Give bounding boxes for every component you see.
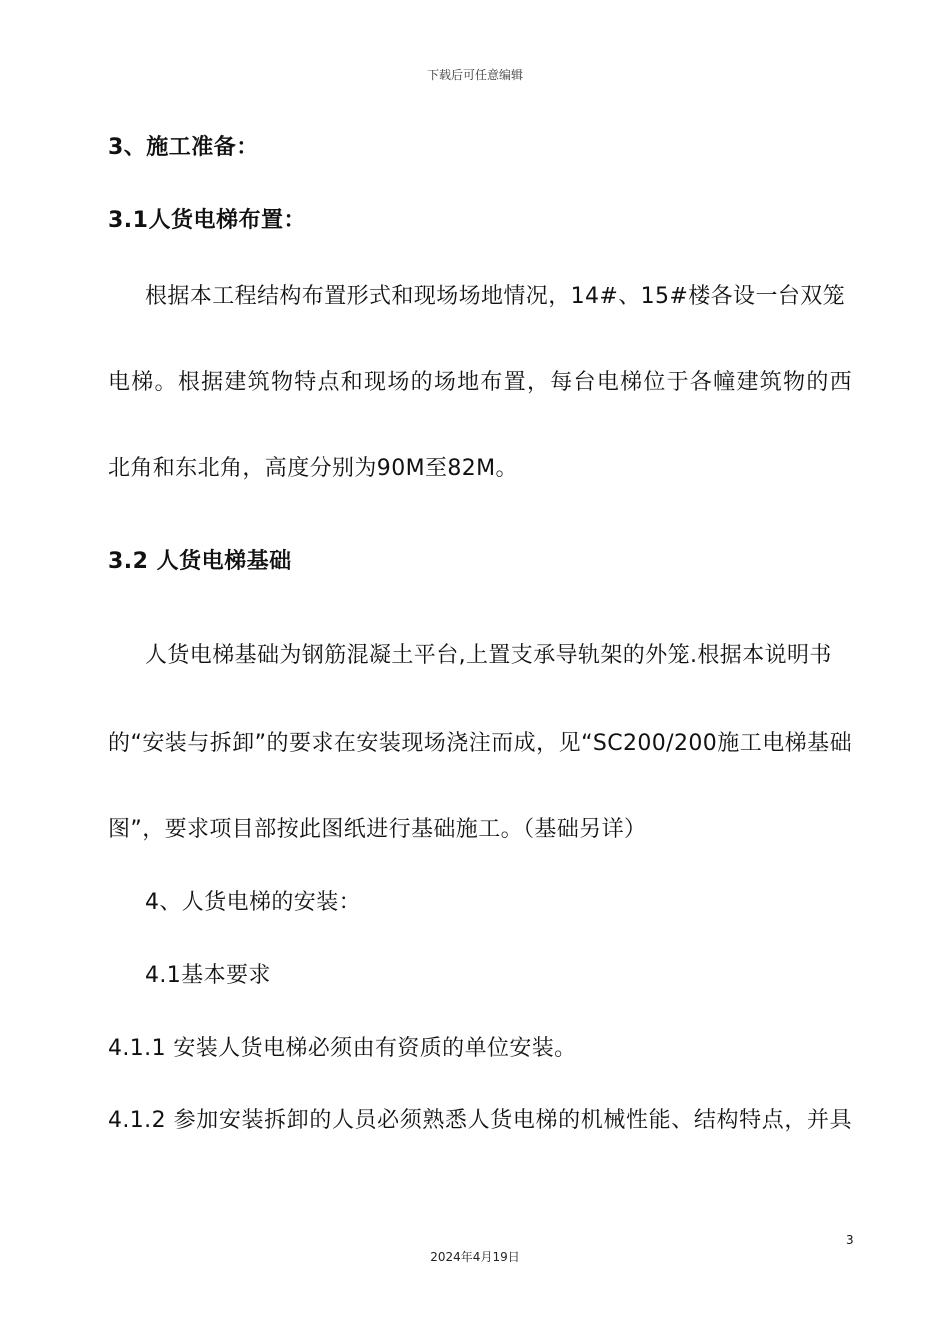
section-heading-3: 3、施工准备：	[108, 135, 259, 160]
item-4-1-2: 4.1.2 参加安装拆卸的人员必须熟悉人货电梯的机械性能、结构特点，并具	[108, 1108, 852, 1133]
page-number: 3	[846, 1233, 854, 1247]
paragraph-3-1-line-3: 北角和东北角，高度分别为90M至82M。	[108, 456, 518, 481]
paragraph-3-1-line-1: 根据本工程结构布置形式和现场场地情况，14#、15#楼各设一台双笼	[145, 284, 846, 309]
paragraph-3-2-line-3: 图”，要求项目部按此图纸进行基础施工。（基础另详）	[108, 817, 647, 842]
paragraph-3-2-line-1: 人货电梯基础为钢筋混凝土平台,上置支承导轨架的外笼.根据本说明书	[145, 643, 832, 668]
paragraph-3-2-line-2: 的“安装与拆卸”的要求在安装现场浇注而成，见“SC200/200施工电梯基础	[108, 731, 852, 756]
section-heading-3-1: 3.1人货电梯布置：	[108, 208, 306, 233]
footer-date: 2024年4月19日	[430, 1250, 520, 1264]
section-heading-4-1: 4.1基本要求	[145, 963, 271, 988]
section-heading-3-2: 3.2 人货电梯基础	[108, 549, 292, 574]
header-note: 下载后可任意编辑	[426, 68, 523, 82]
section-heading-4: 4、人货电梯的安装：	[145, 890, 361, 915]
item-4-1-1: 4.1.1 安装人货电梯必须由有资质的单位安装。	[108, 1036, 577, 1061]
paragraph-3-1-line-2: 电梯。根据建筑物特点和现场的场地布置，每台电梯位于各幢建筑物的西	[108, 370, 852, 395]
